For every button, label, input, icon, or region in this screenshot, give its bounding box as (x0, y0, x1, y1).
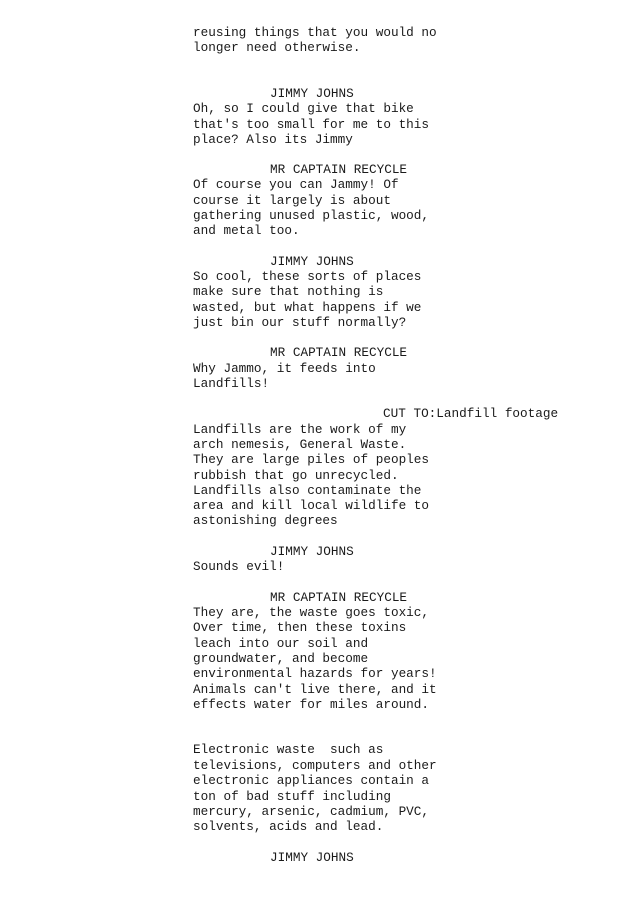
transition: CUT TO:Landfill footage (383, 406, 559, 421)
dialogue-line: Oh, so I could give that bike (193, 101, 414, 116)
dialogue-line: They are large piles of peoples (193, 452, 430, 467)
dialogue-line: solvents, acids and lead. (193, 819, 384, 834)
character-name: JIMMY JOHNS (270, 850, 354, 865)
dialogue-line: that's too small for me to this (193, 117, 430, 132)
dialogue-line: just bin our stuff normally? (193, 315, 407, 330)
dialogue-line: make sure that nothing is (193, 284, 384, 299)
character-name: MR CAPTAIN RECYCLE (270, 345, 408, 360)
dialogue-line: leach into our soil and (193, 636, 369, 651)
action-line: longer need otherwise. (193, 40, 361, 55)
dialogue-line: rubbish that go unrecycled. (193, 468, 399, 483)
dialogue-line: and metal too. (193, 223, 300, 238)
character-name: MR CAPTAIN RECYCLE (270, 590, 408, 605)
character-name: MR CAPTAIN RECYCLE (270, 162, 408, 177)
dialogue-line: gathering unused plastic, wood, (193, 208, 430, 223)
dialogue-line: Sounds evil! (193, 559, 285, 574)
dialogue-line: environmental hazards for years! (193, 666, 437, 681)
dialogue-line: effects water for miles around. (193, 697, 430, 712)
dialogue-line: mercury, arsenic, cadmium, PVC, (193, 804, 430, 819)
dialogue-line: Over time, then these toxins (193, 620, 407, 635)
dialogue-line: Landfills! (193, 376, 270, 391)
dialogue-line: Landfills are the work of my (193, 422, 407, 437)
action-line: reusing things that you would no (193, 25, 437, 40)
dialogue-line: ton of bad stuff including (193, 789, 391, 804)
dialogue-line: Why Jammo, it feeds into (193, 361, 376, 376)
dialogue-line: Animals can't live there, and it (193, 682, 437, 697)
dialogue-line: Electronic waste such as (193, 742, 384, 757)
dialogue-line: So cool, these sorts of places (193, 269, 422, 284)
dialogue-line: They are, the waste goes toxic, (193, 605, 430, 620)
dialogue-line: groundwater, and become (193, 651, 369, 666)
character-name: JIMMY JOHNS (270, 544, 354, 559)
dialogue-line: Of course you can Jammy! Of (193, 177, 399, 192)
character-name: JIMMY JOHNS (270, 86, 354, 101)
dialogue-line: arch nemesis, General Waste. (193, 437, 407, 452)
dialogue-line: Landfills also contaminate the (193, 483, 422, 498)
character-name: JIMMY JOHNS (270, 254, 354, 269)
dialogue-line: astonishing degrees (193, 513, 338, 528)
dialogue-line: electronic appliances contain a (193, 773, 430, 788)
dialogue-line: course it largely is about (193, 193, 391, 208)
dialogue-line: wasted, but what happens if we (193, 300, 422, 315)
dialogue-line: area and kill local wildlife to (193, 498, 430, 513)
dialogue-line: televisions, computers and other (193, 758, 437, 773)
dialogue-line: place? Also its Jimmy (193, 132, 353, 147)
